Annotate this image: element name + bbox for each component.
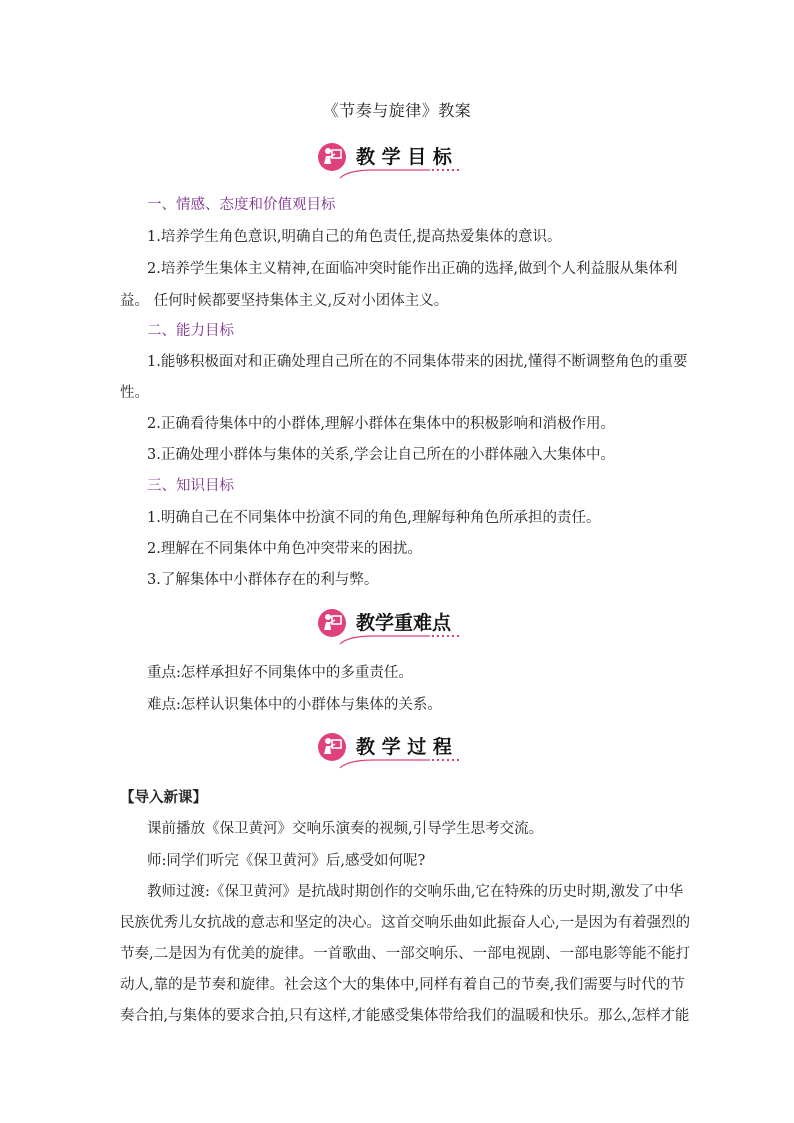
goal-3-2: 2.理解在不同集体中角色冲突带来的困扰。 [147, 541, 422, 557]
heading-ability: 二、能力目标 [147, 323, 234, 339]
teacher-badge-icon [317, 608, 347, 638]
section-banner-key-points [312, 606, 472, 650]
goal-2-3: 3.正确处理小群体与集体的关系,学会让自己所在的小群体融入大集体中。 [147, 447, 615, 463]
goal-3-3: 3.了解集体中小群体存在的利与弊。 [147, 572, 379, 588]
process-p3c: 节奏,二是因为有优美的旋律。一首歌曲、一部交响乐、一部电视剧、一部电影等能不能打 [120, 946, 691, 962]
heading-knowledge: 三、知识目标 [147, 478, 234, 494]
process-p1: 课前播放《保卫黄河》交响乐演奏的视频,引导学生思考交流。 [147, 821, 544, 837]
goal-2-1a: 1.能够积极面对和正确处理自己所在的不同集体带来的困扰,懂得不断调整角色的重要 [147, 354, 688, 370]
intro-heading: 【导入新课】 [120, 790, 207, 806]
difficult-point: 难点:怎样认识集体中的小群体与集体的关系。 [147, 697, 442, 713]
teacher-badge-icon [317, 732, 347, 762]
process-p3a: 教师过渡:《保卫黄河》是抗战时期创作的交响乐曲,它在特殊的历史时期,激发了中华 [147, 884, 684, 900]
heading-attitude: 一、情感、态度和价值观目标 [147, 197, 336, 213]
goal-1-2a: 2.培养学生集体主义精神,在面临冲突时能作出正确的选择,做到个人利益服从集体利 [147, 261, 678, 277]
section-banner-process [312, 730, 472, 774]
key-point: 重点:怎样承担好不同集体中的多重责任。 [147, 665, 413, 681]
teacher-badge-icon [317, 142, 347, 172]
goal-1-1: 1.培养学生角色意识,明确自己的角色责任,提高热爱集体的意识。 [147, 229, 562, 245]
section-title-key-points: 教学重难点 [356, 612, 452, 634]
section-title-goals: 教 学 目 标 [356, 146, 452, 168]
section-title-process: 教 学 过 程 [356, 736, 452, 758]
document-title: 《节奏与旋律》教案 [322, 101, 472, 120]
goal-2-2: 2.正确看待集体中的小群体,理解小群体在集体中的积极影响和消极作用。 [147, 416, 615, 432]
goal-3-1: 1.明确自己在不同集体中扮演不同的角色,理解每种角色所承担的责任。 [147, 510, 601, 526]
process-p3d: 动人,靠的是节奏和旋律。社会这个大的集体中,同样有着自己的节奏,我们需要与时代的节 [120, 977, 685, 993]
goal-1-2b: 益。 任何时候都要坚持集体主义,反对小团体主义。 [120, 293, 449, 309]
goal-2-1b: 性。 [120, 385, 149, 401]
section-banner-goals [312, 140, 472, 184]
process-p2: 师:同学们听完《保卫黄河》后,感受如何呢? [147, 853, 426, 869]
process-p3e: 奏合拍,与集体的要求合拍,只有这样,才能感受集体带给我们的温暖和快乐。那么,怎样才能 [120, 1008, 690, 1024]
process-p3b: 民族优秀儿女抗战的意志和坚定的决心。这首交响乐曲如此振奋人心,一是因为有着强烈的 [120, 915, 691, 931]
